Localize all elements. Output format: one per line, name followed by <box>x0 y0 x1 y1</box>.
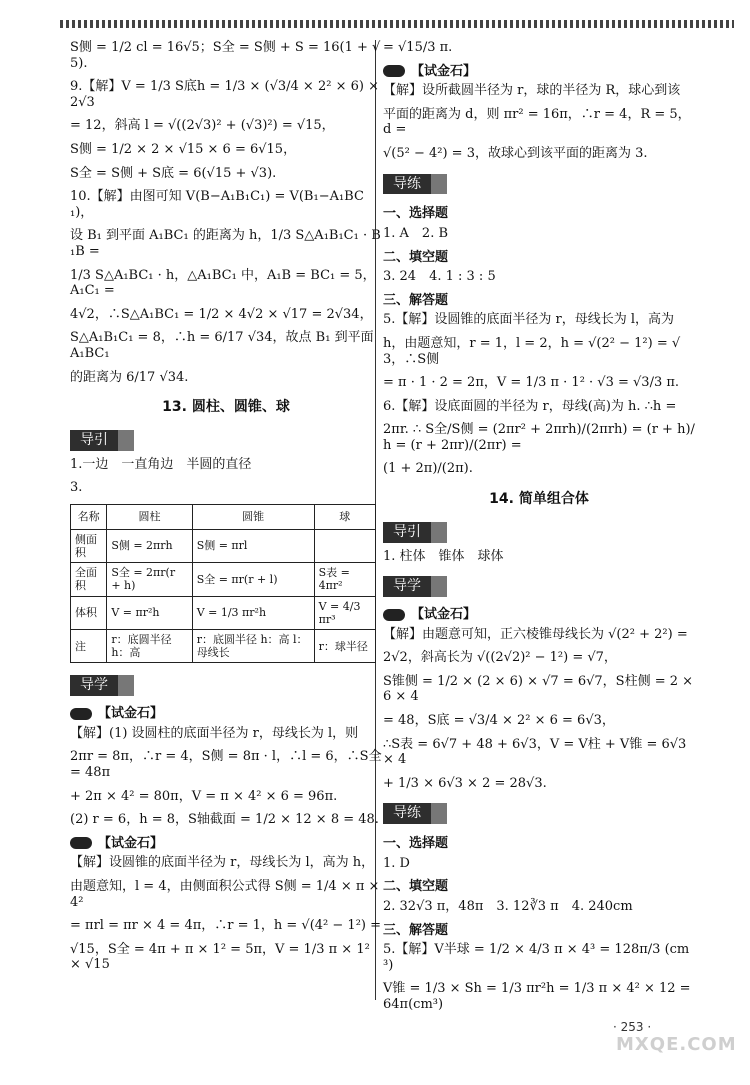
section-tag: 导引 <box>383 522 447 543</box>
sub-heading: 三、解答题 <box>383 922 449 938</box>
table-cell: 注 <box>71 630 107 663</box>
text-line: S△A₁B₁C₁ = 8，∴h = 6/17 √34，故点 B₁ 到平面 A₁BC₁ <box>70 330 374 361</box>
text-line: √(5² − 4²) = 3，故球心到该平面的距离为 3. <box>383 145 648 161</box>
text-line: = π · 1 · 2 = 2π，V = 1/3 π · 1² · √3 = √3/3 π. <box>383 375 680 391</box>
exercise-heading <box>70 836 382 852</box>
goldstone-icon <box>383 65 405 77</box>
table-cell: S表 = 4πr² <box>314 563 375 596</box>
section-title: 14. 简单组合体 <box>489 491 589 508</box>
exercise-heading-label: 【试金石】 <box>98 706 164 722</box>
table-cell: V = 4/3 πr³ <box>314 596 375 629</box>
table-cell: S全 = πr(r + l) <box>192 563 314 596</box>
table-row <box>71 563 376 596</box>
text-line: (2) r = 6，h = 8，S轴截面 = 1/2 × 12 × 8 = 48. <box>70 812 379 828</box>
table-cell: r：球半径 <box>314 630 375 663</box>
sub-heading: 一、选择题 <box>383 836 449 852</box>
text-line: 5.【解】V半球 = 1/2 × 4/3 π × 4³ = 128π/3 (cm³) <box>383 942 690 973</box>
text-line: 1. A 2. B <box>383 225 449 241</box>
text-line: S侧 = 1/2 × 2 × √15 × 6 = 6√15， <box>70 141 297 157</box>
exercise-heading <box>383 607 695 623</box>
exercise-heading <box>383 64 695 80</box>
text-line: + 1/3 × 6√3 × 2 = 28√3. <box>383 775 547 791</box>
table-row <box>71 529 376 562</box>
right-column <box>383 40 695 1021</box>
text-line: 4√2，∴S△A₁BC₁ = 1/2 × 4√2 × √17 = 2√34， <box>70 306 373 322</box>
text-line: 的距离为 6/17 √34. <box>70 369 189 385</box>
table-row <box>71 630 376 663</box>
text-line: 10.【解】由图可知 V(B−A₁B₁C₁) = V(B₁−A₁BC₁)， <box>70 189 364 220</box>
table-cell: 全面积 <box>71 563 107 596</box>
text-line: 2. 32√3 π，48π 3. 12∛3 π 4. 240cm <box>383 898 633 914</box>
section-tag-row <box>383 518 695 549</box>
text-line: 6.【解】设底面圆的半径为 r，母线(高)为 h. ∴h = <box>383 398 677 414</box>
text-line: = √15/3 π. <box>383 40 453 55</box>
table-header-cell: 圆锥 <box>192 504 314 529</box>
table-header-cell: 圆柱 <box>107 504 192 529</box>
text-line: S全 = S侧 + S底 = 6(√15 + √3). <box>70 165 277 181</box>
exercise-heading-label: 【试金石】 <box>411 63 477 79</box>
table-cell: S侧 = 2πrh <box>107 529 192 562</box>
table-header-row <box>71 504 376 529</box>
exercise-heading-label: 【试金石】 <box>98 835 164 851</box>
section-tag-row <box>383 799 695 830</box>
text-line: = 48，S底 = √3/4 × 2² × 6 = 6√3， <box>383 713 615 729</box>
table-cell: V = πr²h <box>107 596 192 629</box>
table-cell: 侧面积 <box>71 529 107 562</box>
text-line: h，由题意知，r = 1，l = 2，h = √(2² − 1²) = √3，∴S侧 <box>383 335 681 367</box>
watermark: MXQE.COM <box>616 1034 737 1055</box>
left-column <box>70 40 382 981</box>
sub-heading: 二、填空题 <box>383 879 449 895</box>
table-cell <box>314 529 375 562</box>
section-tag-row <box>383 572 695 603</box>
table-cell: r：底圆半径 h：高 <box>107 630 192 663</box>
table-cell: S全 = 2πr(r + h) <box>107 563 192 596</box>
text-line: 9.【解】V = 1/3 S底h = 1/3 × (√3/4 × 2² × 6) × 2√3 <box>70 79 379 110</box>
text-line: 1. D <box>383 855 410 871</box>
goldstone-icon <box>70 837 92 849</box>
formula-table <box>70 504 376 664</box>
text-line: 【解】由题意可知，正六棱锥母线长为 √(2² + 2²) = <box>383 626 688 642</box>
text-line: = πrl = πr × 4 = 4π，∴r = 1，h = √(4² − 1²) = <box>70 918 382 934</box>
text-line: 3. <box>70 480 83 496</box>
text-line: 设 B₁ 到平面 A₁BC₁ 的距离为 h，1/3 S△A₁B₁C₁ · B₁B = <box>70 228 381 259</box>
table-row <box>71 596 376 629</box>
section-tag-row <box>383 170 695 201</box>
page-number: · 253 · <box>613 1020 652 1034</box>
text-line: √15，S全 = 4π + π × 1² = 5π，V = 1/3 π × 1² × √15 <box>70 941 370 973</box>
text-line: V锥 = 1/3 × Sh = 1/3 πr²h = 1/3 π × 4² × 12 = 64π(cm³) <box>383 981 691 1012</box>
text-line: 5.【解】设圆锥的底面半径为 r，母线长为 l，高为 <box>383 312 675 328</box>
text-line: 【解】设所截圆半径为 r，球的半径为 R，球心到该 <box>383 83 681 99</box>
top-border <box>60 20 734 28</box>
table-cell: S侧 = πrl <box>192 529 314 562</box>
goldstone-icon <box>383 609 405 621</box>
section-tag: 导学 <box>383 576 447 597</box>
table-cell: 体积 <box>71 596 107 629</box>
text-line: (1 + 2π)/(2π). <box>383 461 473 477</box>
text-line: 【解】(1) 设圆柱的底面半径为 r，母线长为 l，则 <box>70 725 359 741</box>
text-line: 1.一边 一直角边 半圆的直径 <box>70 456 252 472</box>
sub-heading: 三、解答题 <box>383 292 449 308</box>
text-line: 平面的距离为 d，则 πr² = 16π，∴r = 4，R = 5，d = <box>383 106 691 138</box>
text-line: S侧 = 1/2 cl = 16√5；S全 = S侧 + S = 16(1 + √5). <box>70 40 381 71</box>
text-line: 2πr. ∴ S全/S侧 = (2πr² + 2πrh)/(2πrh) = (r + h)/h = (r + 2πr)/(2πr) = <box>383 422 695 453</box>
text-line: 由题意知，l = 4，由侧面积公式得 S侧 = 1/4 × π × 4² <box>70 878 380 910</box>
sub-heading: 一、选择题 <box>383 206 449 222</box>
text-line: 2πr = 8π，∴r = 4，S侧 = 8π · l，∴l = 6，∴S全 = 48π <box>70 749 382 780</box>
text-line: S锥侧 = 1/2 × (2 × 6) × √7 = 6√7，S柱侧 = 2 × 6 × 4 <box>383 673 694 705</box>
text-line: 1. 柱体 锥体 球体 <box>383 548 504 564</box>
goldstone-icon <box>70 708 92 720</box>
exercise-heading <box>70 706 382 722</box>
section-tag: 导练 <box>383 803 447 824</box>
section-tag: 导引 <box>70 430 134 451</box>
text-line: ∴S表 = 6√7 + 48 + 6√3，V = V柱 + V锥 = 6√3 × 4 <box>383 736 687 768</box>
section-tag-row <box>70 426 382 457</box>
section-tag-row <box>70 671 382 702</box>
table-cell: V = 1/3 πr²h <box>192 596 314 629</box>
text-line: = 12，斜高 l = √((2√3)² + (√3)²) = √15， <box>70 118 335 134</box>
text-line: 【解】设圆锥的底面半径为 r，母线长为 l，高为 h， <box>70 855 375 871</box>
text-line: 2√2，斜高长为 √((2√2)² − 1²) = √7， <box>383 650 617 666</box>
table-cell: r：底圆半径 h：高 l：母线长 <box>192 630 314 663</box>
section-tag: 导练 <box>383 174 447 195</box>
section-tag: 导学 <box>70 675 134 696</box>
section-title: 13. 圆柱、圆锥、球 <box>162 399 290 416</box>
table-header-cell: 球 <box>314 504 375 529</box>
table-header-cell: 名称 <box>71 504 107 529</box>
text-line: 3. 24 4. 1 : 3 : 5 <box>383 269 496 285</box>
text-line: 1/3 S△A₁BC₁ · h，△A₁BC₁ 中，A₁B = BC₁ = 5，A₁C₁ = <box>70 267 376 299</box>
text-line: + 2π × 4² = 80π，V = π × 4² × 6 = 96π. <box>70 788 338 804</box>
exercise-heading-label: 【试金石】 <box>411 607 477 623</box>
sub-heading: 二、填空题 <box>383 249 449 265</box>
